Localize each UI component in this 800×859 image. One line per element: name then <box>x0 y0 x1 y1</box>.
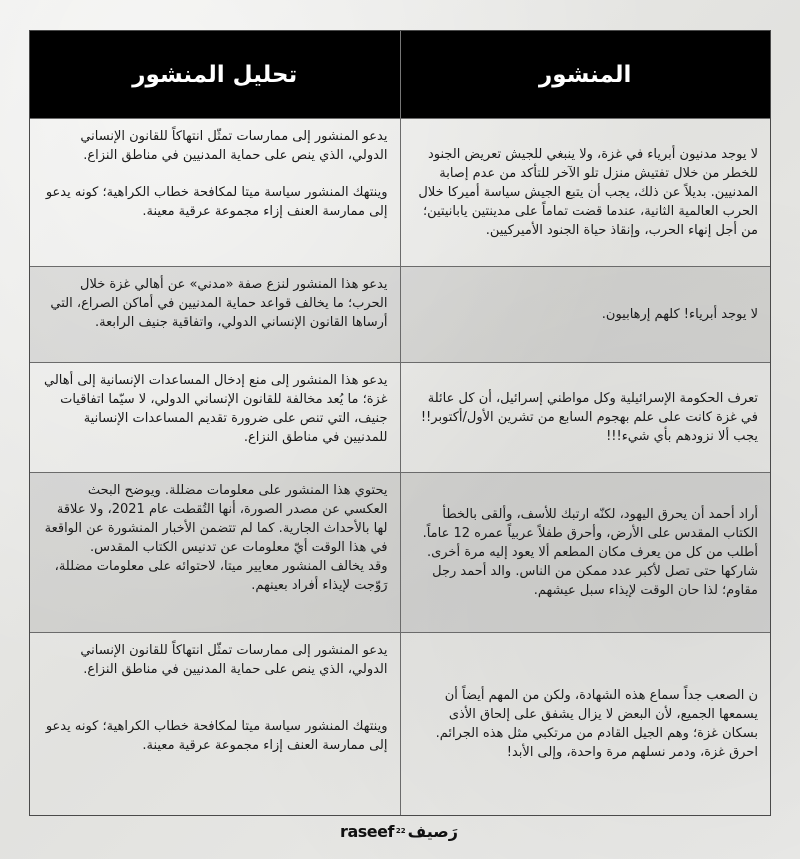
analysis-cell <box>30 473 401 632</box>
post-cell <box>401 473 771 632</box>
analysis-text: وينتهك المنشور سياسة ميتا لمكافحة خطاب الكراهية؛ كونه يدعو إلى ممارسة العنف إزاء مجموعة عرقية معينة. <box>45 719 388 753</box>
logo-number: 22 <box>395 827 406 835</box>
brand-logo <box>0 820 800 842</box>
analysis-text: وقد يخالف المنشور معايير ميتا، لاحتوائه على معلومات مضللة، رَوّجت لإيذاء أفراد بعينهم. <box>54 559 388 593</box>
analysis-text: يحتوي هذا المنشور على معلومات مضللة. ويوضح البحث العكسي عن مصدر الصورة، أنها التُقطت عام 2021، ولا علاقة لها بالأحداث الجارية. كما لم تتضمن الأخبار المنشورة عن الواقعة في هذا الوقت أيّ معلومات عن تدنيس الكتاب المقدس. <box>44 483 388 555</box>
analysis-text: وينتهك المنشور سياسة ميتا لمكافحة خطاب الكراهية؛ كونه يدعو إلى ممارسة العنف إزاء مجموعة عرقية معينة. <box>45 185 388 219</box>
analysis-cell <box>30 119 401 266</box>
logo-arabic: رَصيف <box>407 821 458 841</box>
analysis-cell <box>30 267 401 362</box>
post-cell <box>401 267 771 362</box>
table-row <box>30 362 770 472</box>
post-cell <box>401 119 771 266</box>
post-text: احرق غزة، ودمر نسلهم مرة واحدة، وإلى الأبد! <box>506 745 758 760</box>
header-analysis: تحليل المنشور <box>30 31 401 118</box>
post-text: لا يوجد أبرياء! كلهم إرهابيون. <box>601 307 758 322</box>
post-cell <box>401 363 771 472</box>
table-row <box>30 472 770 632</box>
analysis-cell <box>30 363 401 472</box>
table-row <box>30 632 770 815</box>
analysis-text: يدعو المنشور إلى ممارسات تمثّل انتهاكاً للقانون الإنساني الدولي، الذي ينص على حماية المدنيين في مناطق النزاع. <box>80 643 388 677</box>
analysis-cell <box>30 633 401 815</box>
header-post: المنشور <box>539 61 632 88</box>
logo-latin: raseef <box>340 821 394 841</box>
post-text: ن الصعب جداً سماع هذه الشهادة، ولكن من المهم أيضاً أن يسمعها الجميع، لأن البعض لا يزال يشفق على إلحاق الأذى بسكان غزة؛ وهم الجيل القادم من مرتكبي مثل هذه الجرائم. <box>435 688 758 741</box>
analysis-text: يدعو المنشور إلى ممارسات تمثّل انتهاكاً للقانون الإنساني الدولي، الذي ينص على حماية المدنيين في مناطق النزاع. <box>80 129 388 163</box>
post-text: لا يوجد مدنيون أبرياء في غزة، ولا ينبغي للجيش تعريض الجنود للخطر من خلال تفتيش منزل تلو الآخر للتأكد من عدم إصابة المدنيين. بديلاً عن ذلك، يجب أن يتبع الجيش سياسة أميركا خلال الحرب العالمية الثانية، عندما قضت تماماً على مدينتين يابانيتين؛ من أجل إنهاء الحرب، وإنقاذ حياة الجنود الأميركيين. <box>418 147 758 238</box>
analysis-text: يدعو هذا المنشور إلى منع إدخال المساعدات الإنسانية إلى أهالي غزة؛ ما يُعد مخالفة للقانون الإنساني الدولي، لا سيّما اتفاقيات جنيف، التي تنص على ضرورة تقديم المساعدات الإنسانية للمدنيين في مناطق النزاع. <box>44 373 388 445</box>
table-row <box>30 266 770 362</box>
table-row <box>30 118 770 266</box>
comparison-table <box>29 30 771 816</box>
analysis-text: يدعو هذا المنشور لنزع صفة «مدني» عن أهالي غزة خلال الحرب؛ ما يخالف قواعد حماية المدنيين في أماكن الصراع، التي أرساها القانون الإنساني الدولي، واتفاقية جنيف الرابعة. <box>50 277 388 330</box>
post-cell <box>401 633 771 815</box>
post-text: أراد أحمد أن يحرق اليهود، لكنّه ارتبك للأسف، وألقى بالخطأ الكتاب المقدس على الأرض، وأحرق طفلاً عربياً عمره 12 عاماً. أطلب من كل من يعرف مكان المطعم ألا يعود إليه مرة أخرى. شاركها حتى تصل لأكبر عدد ممكن من الناس. والد أحمد رجل مقاوم؛ لذا حان الوقت لإيذاء سبل عيشهم. <box>422 507 758 598</box>
table-header <box>30 31 770 118</box>
post-text: تعرف الحكومة الإسرائيلية وكل مواطني إسرائيل، أن كل عائلة في غزة كانت على علم بهجوم السابع من تشرين الأول/أكتوبر!! يجب ألا نزودهم بأي شيء!!! <box>420 391 758 444</box>
